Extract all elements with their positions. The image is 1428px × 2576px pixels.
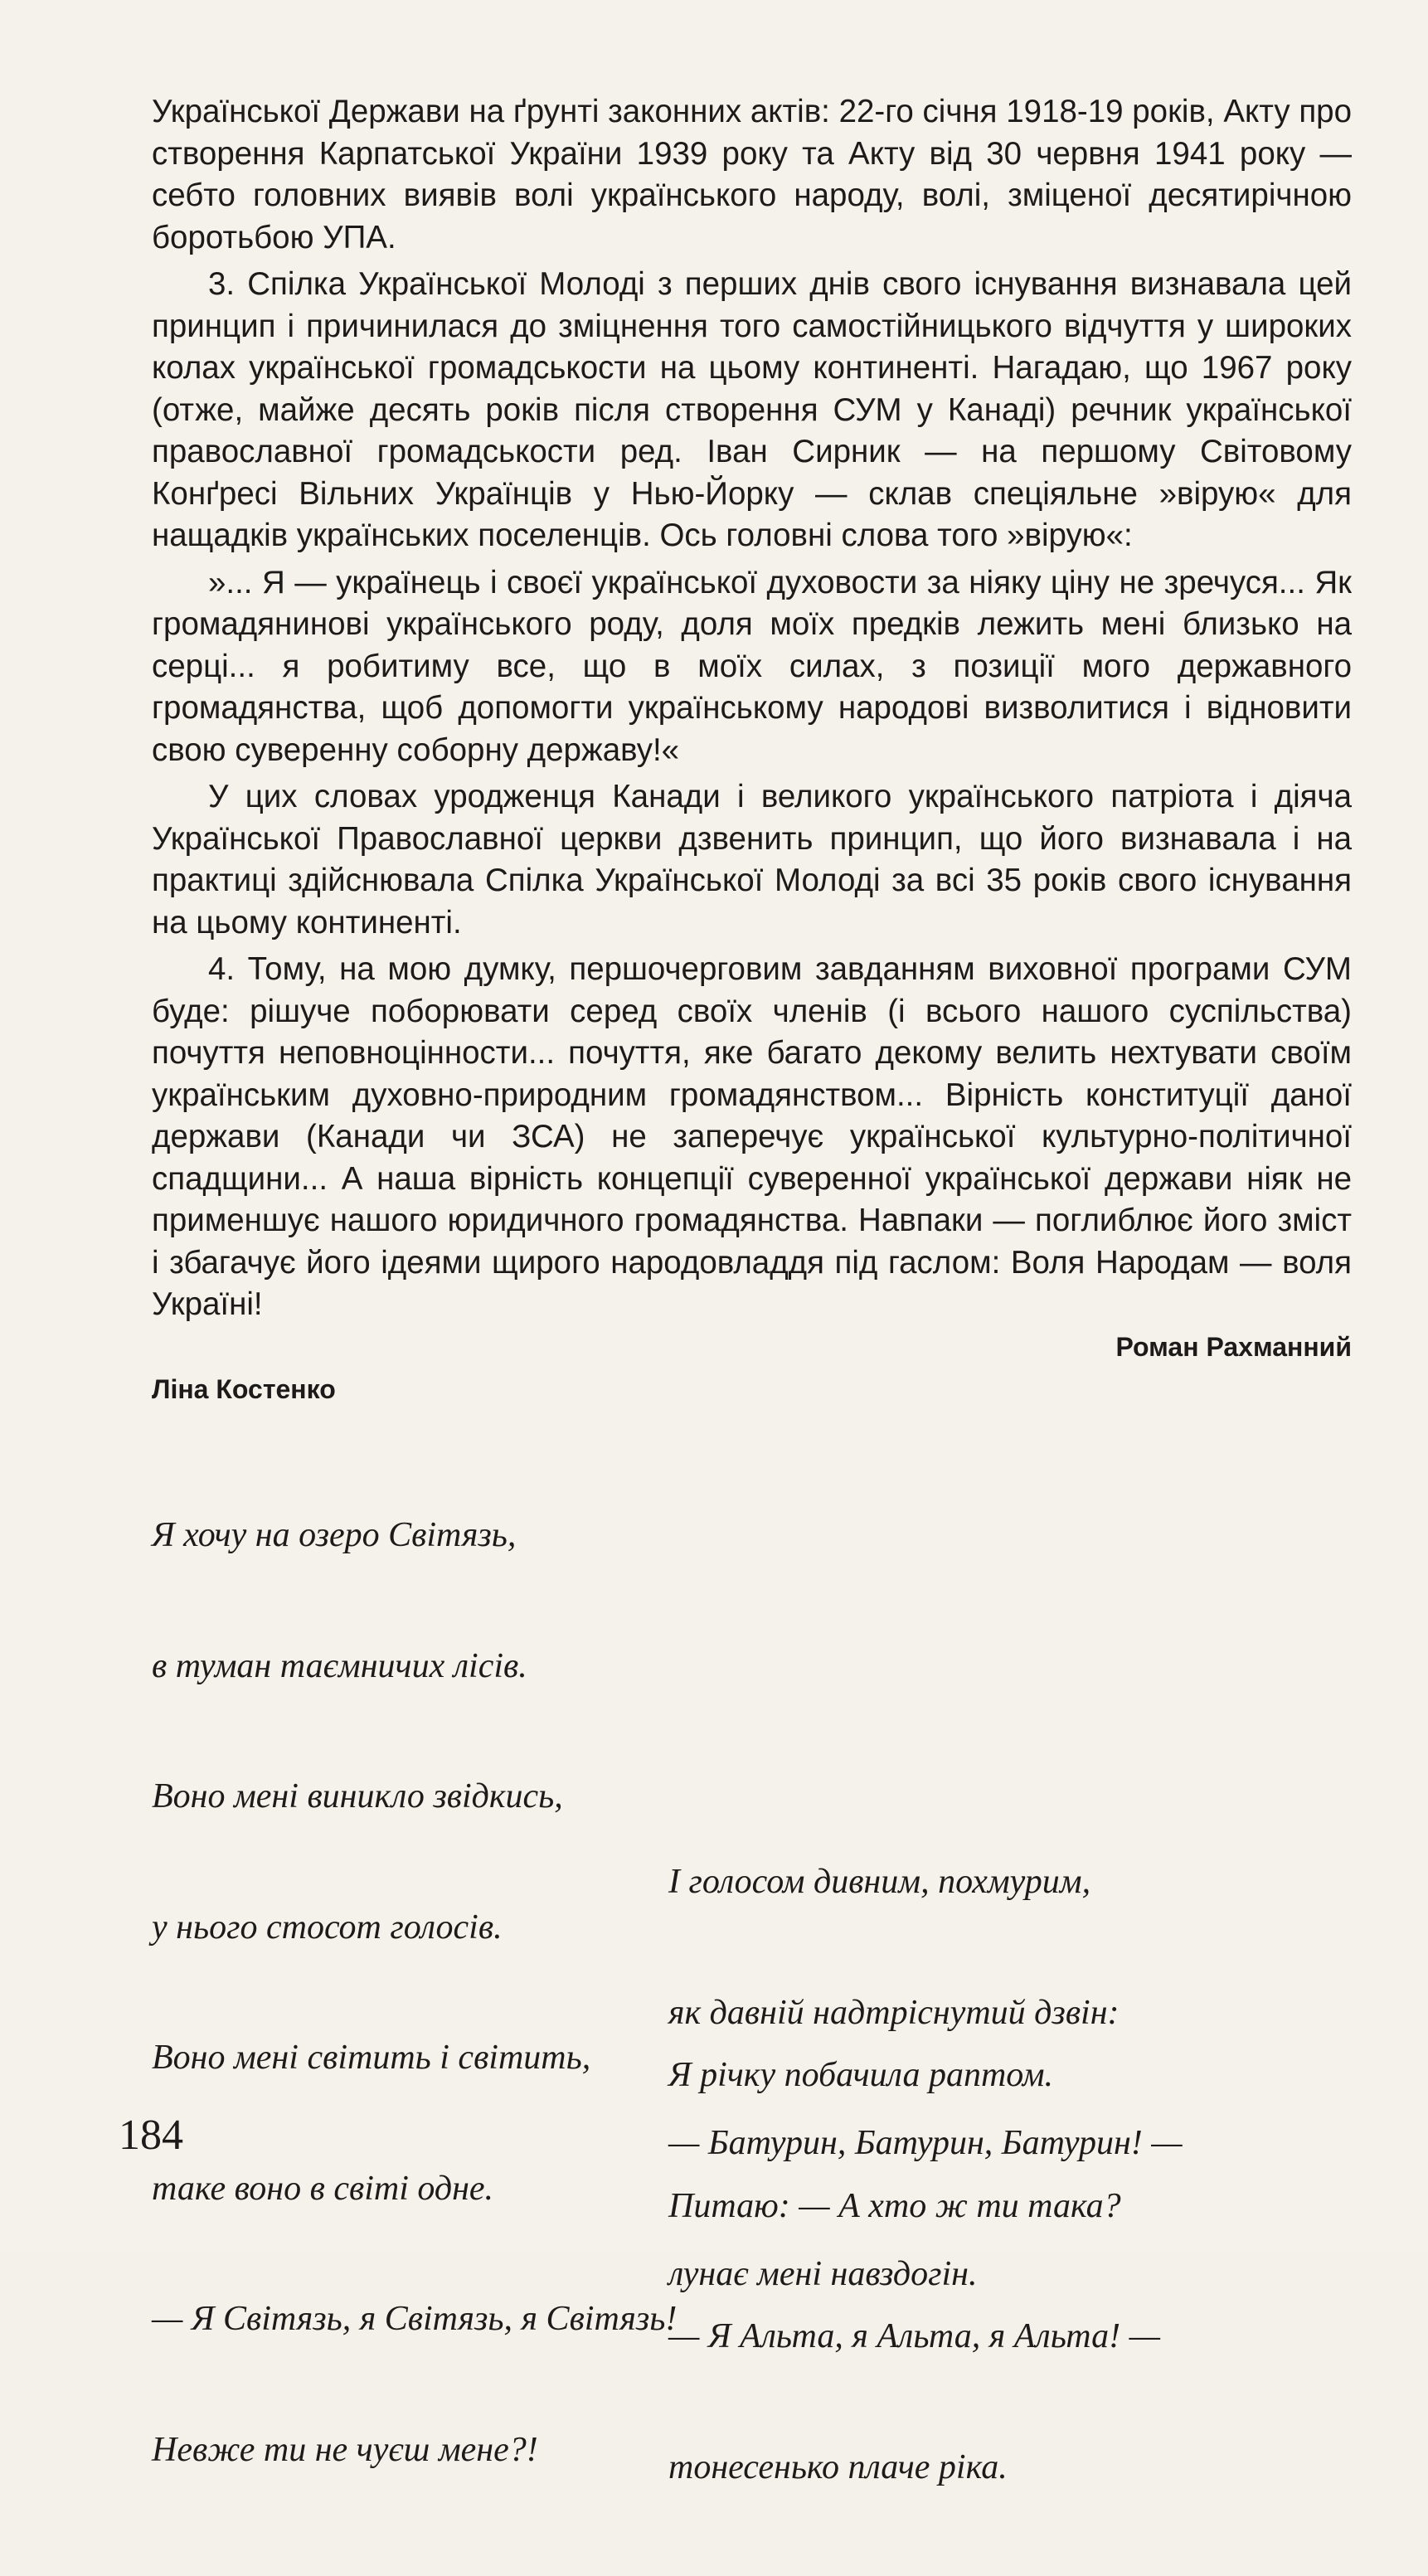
poem-stanza-3 — [668, 1966, 1160, 2576]
poem-line: таке воно в світі одне. — [152, 2169, 494, 2208]
quote-creed: »... Я — українець і своєї української духовости за ніяку ціну не зречуся... Як громадянинові українського роду, доля моїх предків лежить мені близько на серці... я робитиму все, що в моїх силах, з позиції мого державного громадянства, щоб допомогти українському народові визволитися і відновити свою суверенну соборну державу!« — [152, 564, 1352, 768]
poem-line: у нього стосот голосів. — [152, 1908, 503, 1947]
poem-line: Питаю: — А хто ж ти така? — [668, 2186, 1121, 2225]
paragraph-continuation: Української Держави на ґрунті законних актів: 22-го січня 1918-19 років, Акту про створення Карпатської України 1939 року та Акту від 30 червня 1941 року — себто головних виявів волі українського народу, волі, зміценої десятирічною боротьбою УПА. — [152, 94, 1352, 255]
article-body — [152, 91, 1352, 1364]
poem-line: Я хочу на озеро Світязь, — [152, 1516, 517, 1554]
poem-line: Невже ти не чуєш мене?! — [152, 2430, 538, 2469]
paragraph-commentary: У цих словах уродженця Канади і великого українського патріота і діяча Української Православної церкви дзвенить принцип, що його визнавала і на практиці здійснювала Спілка Української Молоді за всі 35 років свого існування на цьому континенті. — [152, 779, 1352, 940]
poem-line: лунає мені навздогін. — [668, 2254, 978, 2293]
paragraph-3: 3. Спілка Української Молоді з перших днів свого існування визнавала цей принцип і причинилася до зміцнення того самостійницького відчуття у широких колах української громадськости на цьому континенті. Нагадаю, що 1967 року (отже, майже десять років після створення СУМ у Канаді) речник української православної громадськости ред. Іван Сирник — на першому Світовому Конґресі Вільних Українців у Нью-Йорку — склав спеціяльне »вірую« для нащадків українських поселенців. Ось головні слова того »вірую«: — [152, 266, 1352, 553]
poem-line: Я річку побачила раптом. — [668, 2056, 1054, 2094]
poem-line: — Я Альта, я Альта, я Альта! — — [668, 2317, 1160, 2355]
poem-line: як давній надтріснутий дзвін: — [668, 1993, 1120, 2032]
page-number: 184 — [119, 2112, 183, 2159]
article-signature: Роман Рахманний — [1115, 1331, 1352, 1362]
paragraph-4: 4. Тому, на мою думку, першочерговим завданням виховної програми СУМ буде: рішуче поборювати серед своїх членів (і всього нашого суспільства) почуття неповноцінности... почуття, яке багато декому велить нехтувати своїм українським духовно-природним громадянством... Вірність конституції даної держави (Канади чи ЗСА) не заперечує української культурно-політичної спадщини... А наша вірність концепції суверенної української держави ніяк не применшує нашого юридичного громадянства. Навпаки — поглиблює його зміст і збагачує його ідеями щирого народовладдя під гаслом: Воля Народам — воля Україні! — [152, 951, 1352, 1322]
poem-line: — Батурин, Батурин, Батурин! — — [668, 2124, 1183, 2162]
poem-line: Воно мені світить і світить, — [152, 2039, 591, 2077]
poem-line: — Я Світязь, я Світязь, я Світязь! — [152, 2300, 678, 2338]
poem-line: в туман таємничих лісів. — [152, 1646, 527, 1685]
poem-stanza-1 — [152, 1427, 677, 2559]
poem-author: Ліна Костенко — [152, 1374, 336, 1404]
poem-line: І голосом дивним, похмурим, — [668, 1863, 1091, 1901]
poem-line: Воно мені виникло звідкись, — [152, 1777, 563, 1815]
poem-line: тонесенько плаче ріка. — [668, 2447, 1008, 2486]
